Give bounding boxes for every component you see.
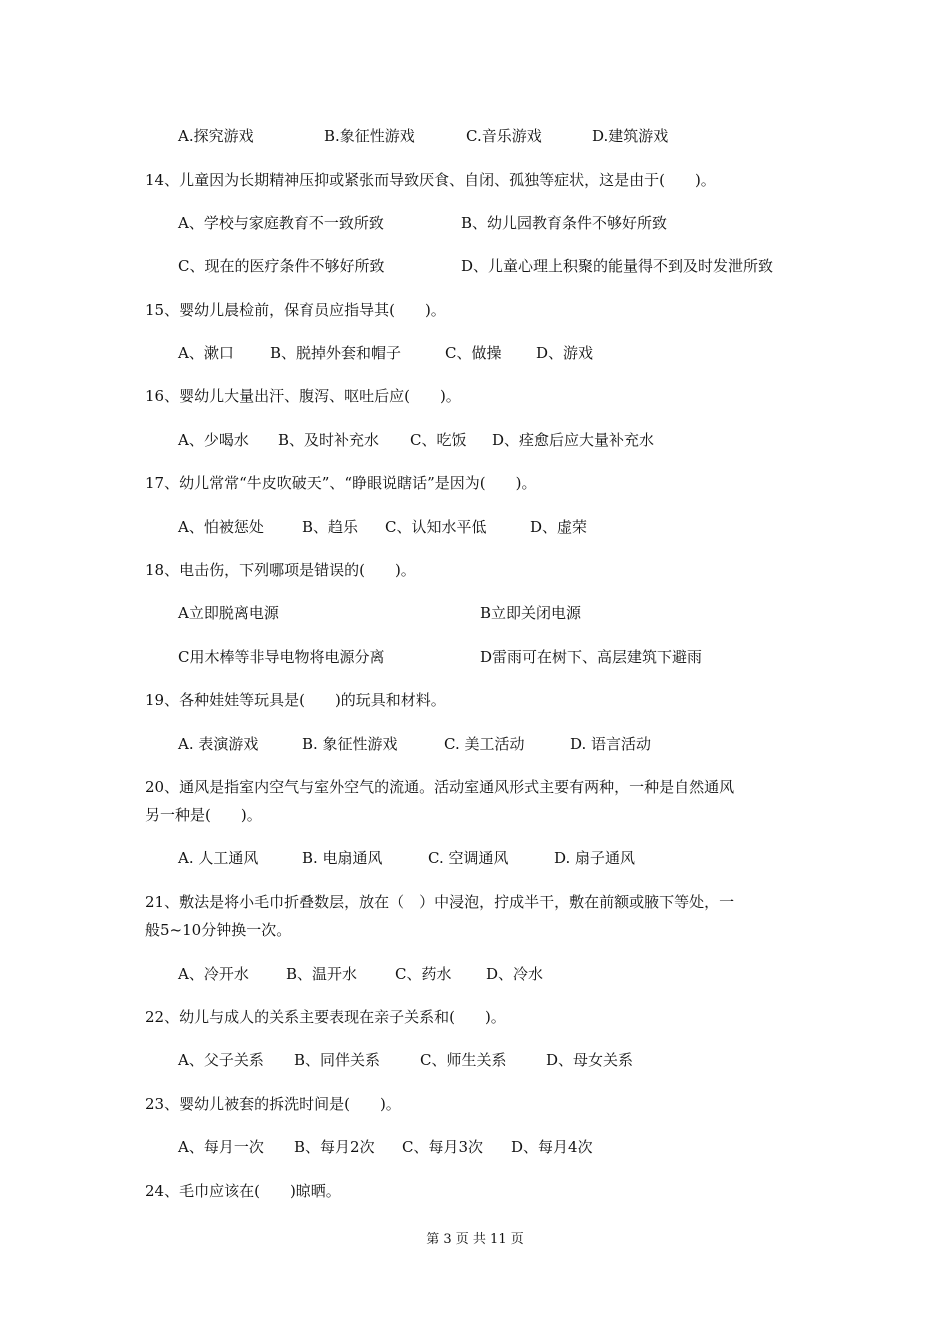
q22-options [178, 1050, 633, 1070]
q20-option-b: B. 电扇通风 [302, 849, 383, 867]
q15-option-c: C、做操 [445, 344, 502, 362]
q23-option-c: C、每月3次 [402, 1138, 484, 1156]
q18-question: 18、电击伤，下列哪项是错误的( )。 [145, 561, 416, 579]
q21-question-line1: 21、敷法是将小毛巾折叠数层，放在（ ）中浸泡，拧成半干，敷在前额或腋下等处，一 [145, 893, 735, 911]
q22-option-d: D、母女关系 [546, 1051, 634, 1069]
q17-option-c: C、认知水平低 [385, 518, 487, 536]
q15-option-d: D、游戏 [536, 344, 594, 362]
q20-option-c: C. 空调通风 [428, 849, 509, 867]
q20-option-a: A. 人工通风 [178, 849, 259, 867]
page-number: 第 3 页 共 11 页 [426, 1232, 524, 1247]
q17-question: 17、幼儿常常“牛皮吹破天”、“睁眼说瞎话”是因为( )。 [145, 474, 537, 492]
q16-option-a: A、少喝水 [178, 431, 249, 449]
q14-options-row1 [178, 213, 667, 233]
q22-option-c: C、师生关系 [420, 1051, 507, 1069]
q18-option-b: B立即关闭电源 [480, 604, 582, 622]
q13-option-d: D.建筑游戏 [592, 127, 669, 145]
q14-options-row2 [178, 256, 773, 276]
q20-option-d: D. 扇子通风 [554, 849, 636, 867]
q22-option-a: A、父子关系 [178, 1051, 264, 1069]
q16-question: 16、婴幼儿大量出汗、腹泻、呕吐后应( )。 [145, 387, 461, 405]
q14-question: 14、儿童因为长期精神压抑或紧张而导致厌食、自闭、孤独等症状，这是由于( )。 [145, 171, 716, 189]
q19-options [178, 734, 651, 754]
q16-options [178, 430, 654, 450]
q18-option-d: D雷雨可在树下、高层建筑下避雨 [480, 648, 703, 666]
q23-option-d: D、每月4次 [511, 1138, 593, 1156]
q16-option-b: B、及时补充水 [278, 431, 380, 449]
q21-question-line2: 般5~10分钟换一次。 [145, 921, 292, 939]
q13-options [178, 126, 668, 146]
q22-question: 22、幼儿与成人的关系主要表现在亲子关系和( )。 [145, 1008, 506, 1026]
q17-option-b: B、趋乐 [302, 518, 359, 536]
q14-option-a: A、学校与家庭教育不一致所致 [178, 214, 384, 232]
q18-option-a: A立即脱离电源 [178, 604, 279, 622]
q19-option-c: C. 美工活动 [444, 735, 525, 753]
q23-option-a: A、每月一次 [178, 1138, 264, 1156]
q17-option-a: A、怕被惩处 [178, 518, 264, 536]
q23-question: 23、婴幼儿被套的拆洗时间是( )。 [145, 1095, 401, 1113]
q14-option-b: B、幼儿园教育条件不够好所致 [461, 214, 668, 232]
q23-options [178, 1137, 593, 1157]
q17-options [178, 517, 587, 537]
q21-options [178, 964, 543, 984]
q19-question: 19、各种娃娃等玩具是( )的玩具和材料。 [145, 691, 446, 709]
q21-option-d: D、冷水 [486, 965, 544, 983]
q18-options-row1 [178, 603, 581, 623]
q16-option-d: D、痊愈后应大量补充水 [492, 431, 655, 449]
q21-option-a: A、冷开水 [178, 965, 249, 983]
q17-option-d: D、虚荣 [530, 518, 588, 536]
q14-option-d: D、儿童心理上积聚的能量得不到及时发泄所致 [461, 257, 774, 275]
q18-options-row2 [178, 647, 702, 667]
q14-option-c: C、现在的医疗条件不够好所致 [178, 257, 385, 275]
q22-option-b: B、同伴关系 [294, 1051, 381, 1069]
q19-option-b: B. 象征性游戏 [302, 735, 398, 753]
q18-option-c: C用木棒等非导电物将电源分离 [178, 648, 385, 666]
q21-option-b: B、温开水 [286, 965, 358, 983]
q15-question: 15、婴幼儿晨检前，保育员应指导其( )。 [145, 301, 446, 319]
q13-option-c: C.音乐游戏 [466, 127, 542, 145]
q15-options [178, 343, 593, 363]
q19-option-a: A. 表演游戏 [178, 735, 259, 753]
q15-option-a: A、漱口 [178, 344, 234, 362]
q15-option-b: B、脱掉外套和帽子 [270, 344, 402, 362]
q20-question-line1: 20、通风是指室内空气与室外空气的流通。活动室通风形式主要有两种，一种是自然通风 [145, 778, 735, 796]
q13-option-a: A.探究游戏 [178, 127, 254, 145]
q23-option-b: B、每月2次 [294, 1138, 375, 1156]
q24-question: 24、毛巾应该在( )晾晒。 [145, 1182, 341, 1200]
q21-option-c: C、药水 [395, 965, 452, 983]
q20-options [178, 848, 635, 868]
q19-option-d: D. 语言活动 [570, 735, 652, 753]
q13-option-b: B.象征性游戏 [324, 127, 415, 145]
q16-option-c: C、吃饭 [410, 431, 467, 449]
q20-question-line2: 另一种是( )。 [145, 806, 262, 824]
